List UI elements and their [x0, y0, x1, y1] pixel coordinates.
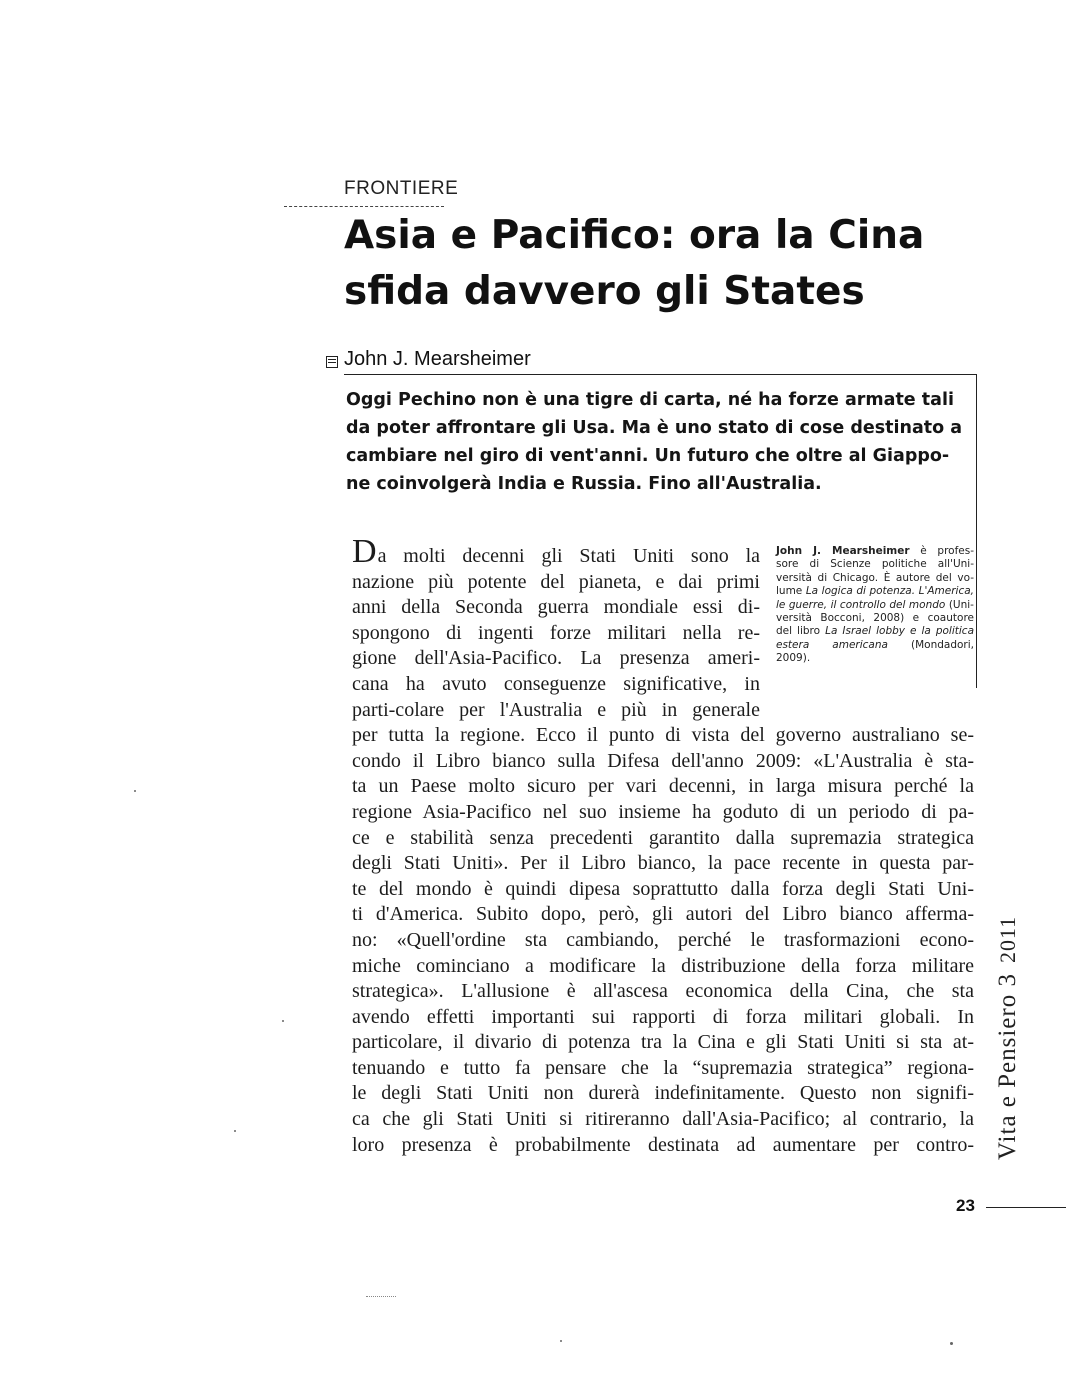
- bio-text: è profes-: [920, 545, 975, 557]
- bio-line: [776, 585, 974, 598]
- body-line: te del mondo è quindi dipesa soprattutto dalla forza degli Stati Uni-: [352, 877, 974, 900]
- body-line: anni della Seconda guerra mondiale essi di-: [352, 596, 760, 619]
- page-number-rule: [986, 1207, 1066, 1208]
- author-bio: [776, 545, 974, 666]
- headline: [344, 208, 984, 320]
- body-line: miche cominciano a modificare la distribuzione della forza militare: [352, 954, 974, 977]
- bio-book-title: La Israel lobby e la politica: [825, 625, 975, 638]
- first-line-text: a molti decenni gli Stati Uniti sono la: [377, 545, 760, 567]
- section-rule: [284, 206, 444, 207]
- body-line: condo il Libro bianco sulla Difesa dell'anno 2009: «L'Australia è sta-: [352, 749, 974, 772]
- body-line: particolare, il divario di potenza tra la Cina e gli Stati Uniti si sta at-: [352, 1031, 974, 1054]
- body-line: ta un Paese molto sicuro per vari decenni, in larga misura perché la: [352, 775, 974, 798]
- body-line: ca che gli Stati Uniti si ritireranno dall'Asia-Pacifico; al contrario, la: [352, 1108, 974, 1131]
- scan-speck: [134, 790, 136, 792]
- body-line: strategica». L'allusione è all'ascesa economica della Cina, che sta: [352, 980, 974, 1003]
- bio-book-title: La logica di potenza. L'America,: [805, 585, 975, 598]
- bio-line: [776, 625, 974, 638]
- body-line: regione Asia-Pacifico nel suo insieme ha goduto di un periodo di pa-: [352, 800, 974, 823]
- body-line: ce e stabilità senza precedenti garantito dalla supremazia strategica: [352, 826, 974, 849]
- scan-speck: [234, 1130, 236, 1132]
- scan-speck: [950, 1342, 953, 1345]
- lead-line: Oggi Pechino non è una tigre di carta, né ha forze armate tali: [346, 390, 954, 410]
- bio-line: versità Bocconi, 2008) e coautore: [776, 612, 974, 625]
- headline-line: sfida davvero gli States: [344, 269, 865, 314]
- body-line: le degli Stati Uniti non durerà indefinitamente. Questo non signifi-: [352, 1082, 974, 1105]
- byline-rule: [344, 374, 976, 375]
- bio-author-name: John J. Mearsheimer: [776, 545, 910, 557]
- body-line: degli Stati Uniti». Per il Libro bianco, la pace recente in questa par-: [352, 852, 974, 875]
- bio-line: 2009).: [776, 652, 811, 665]
- vertical-masthead: [994, 916, 1022, 1160]
- page-number: 23: [956, 1196, 975, 1215]
- drop-cap: D: [352, 533, 377, 570]
- body-line: nazione più potente del pianeta, e dai primi: [352, 570, 760, 593]
- masthead-title: Vita e Pensiero 3: [994, 973, 1021, 1160]
- scan-artifact: [366, 1296, 396, 1297]
- bio-line: versità di Chicago. È autore del vo-: [776, 571, 974, 584]
- body-line: ti d'America. Subito dopo, però, gli autori del Libro bianco afferma-: [352, 903, 974, 926]
- bio-text: (Mondadori,: [911, 638, 974, 651]
- body-line: parti-colare per l'Australia e più in generale: [352, 698, 760, 721]
- bio-text: lume: [776, 585, 803, 598]
- body-line: gione dell'Asia-Pacifico. La presenza ameri-: [352, 647, 760, 670]
- masthead-year: 2011: [995, 915, 1020, 964]
- bio-line: [776, 545, 974, 558]
- byline-marker-icon: [326, 356, 338, 368]
- body-line: cana ha avuto conseguenze significative, in: [352, 672, 760, 695]
- bio-book-title: estera americana: [776, 638, 888, 651]
- lead-paragraph: [346, 386, 976, 498]
- scan-speck: [282, 1020, 284, 1022]
- lead-line: cambiare nel giro di vent'anni. Un futuro che oltre al Giappo-: [346, 446, 950, 466]
- body-line: no: «Quell'ordine sta cambiando, perché le trasformazioni econo-: [352, 928, 974, 951]
- body-line: spongono di ingenti forze militari nella re-: [352, 621, 760, 644]
- bio-text: (Uni-: [948, 598, 974, 611]
- bio-line: [776, 599, 974, 612]
- body-line: avendo effetti importanti sui rapporti di forza militari globali. In: [352, 1005, 974, 1028]
- bio-line: sore di Scienze politiche all'Uni-: [776, 558, 974, 571]
- bio-line: [776, 639, 974, 652]
- byline: [326, 348, 531, 371]
- section-label: FRONTIERE: [344, 178, 459, 199]
- author-name: John J. Mearsheimer: [344, 348, 531, 370]
- lead-line: ne coinvolgerà India e Russia. Fino all'Australia.: [346, 474, 822, 494]
- body-line: [352, 533, 760, 570]
- scan-speck: [560, 1340, 562, 1342]
- bio-book-title: le guerre, il controllo del mondo: [776, 598, 946, 611]
- body-line: tenuando e tutto fa pensare che la “supremazia strategica” regiona-: [352, 1056, 974, 1079]
- body-line: loro presenza è probabilmente destinata ad aumentare per contro-: [352, 1133, 974, 1156]
- lead-line: da poter affrontare gli Usa. Ma è uno stato di cose destinato a: [346, 418, 963, 438]
- side-bracket: [976, 374, 977, 688]
- bio-text: del libro: [776, 625, 821, 638]
- headline-line: Asia e Pacifico: ora la Cina: [344, 213, 925, 258]
- body-line: per tutta la regione. Ecco il punto di vista del governo australiano se-: [352, 724, 974, 747]
